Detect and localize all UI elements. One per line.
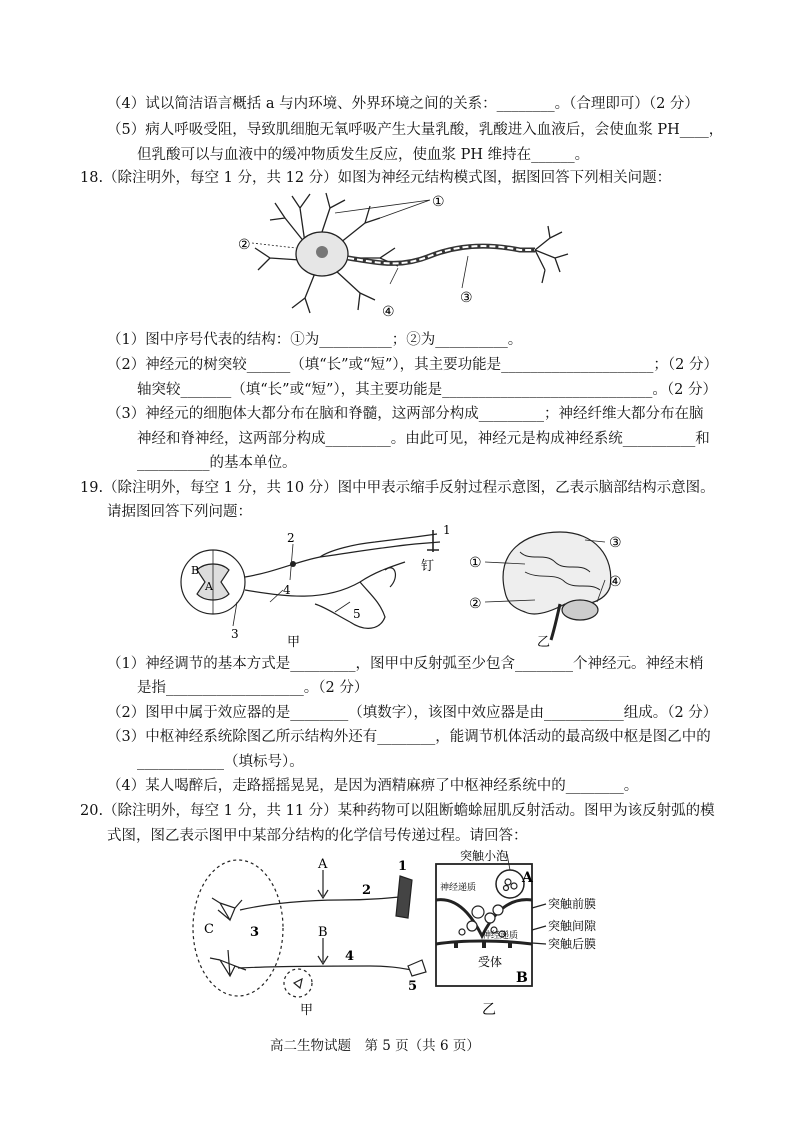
q17-sub5-line1: （5）病人呼吸受阻，导致肌细胞无氧呼吸产生大量乳酸，乳酸进入血液后，会使血浆 PH____，	[107, 122, 724, 138]
jia-label-3: 3	[231, 627, 239, 641]
synapse-caption: 乙	[482, 1002, 496, 1018]
jia-label-B: B	[191, 564, 200, 577]
synapse-cleft-label: 突触间隙	[548, 919, 597, 933]
neuron-label-1: ①	[432, 194, 445, 210]
jia-label-5: 5	[353, 607, 361, 621]
yi-label-3: ③	[609, 535, 622, 551]
jia20-label-3: 3	[250, 925, 260, 940]
q18-sub2-line1: （2）神经元的树突较______（填“长”或“短”），其主要功能是_____________________；（2 分）	[107, 357, 718, 373]
synapse-vesicle-label: 突触小泡	[460, 849, 509, 863]
jia-nail-label: 钉	[421, 559, 435, 574]
jia-label-A: A	[205, 580, 213, 593]
q19-sub3-line1: （3）中枢神经系统除图乙所示结构外还有________，能调节机体活动的最高级中枢是图乙中的	[107, 729, 711, 745]
neuron-label-3: ③	[460, 290, 473, 306]
jia20-caption: 甲	[300, 1003, 314, 1018]
q19-sub2: （2）图甲中属于效应器的是________（填数字），该图中效应器是由___________组成。（2 分）	[107, 705, 718, 721]
synapse-label-A: A	[522, 870, 533, 886]
synapse-pre-membrane-label: 突触前膜	[548, 897, 597, 911]
q18-header: 18.（除注明外，每空 1 分，共 12 分）如图为神经元结构模式图，据图回答下列相关问题：	[80, 170, 672, 186]
q20-header-line1: 20.（除注明外，每空 1 分，共 11 分）某种药物可以阻断蟾蜍屈肌反射活动。图甲为该反射弧的模	[80, 803, 715, 819]
q18-sub3-line3: __________的基本单位。	[137, 455, 297, 471]
jia20-label-4: 4	[345, 949, 355, 964]
jia-label-2: 2	[287, 531, 295, 545]
synapse-transmitter-label: 神经递质	[440, 883, 477, 893]
synapse-transmitter-label-2: 神经递质	[482, 931, 519, 941]
q18-sub3-line2: 神经和脊神经，这两部分构成_________。由此可见，神经元是构成神经系统__________和	[137, 431, 710, 447]
q19-sub1-line1: （1）神经调节的基本方式是_________，图甲中反射弧至少包含________个神经元。神经末梢	[107, 656, 704, 672]
synapse-receptor-label: 受体	[478, 955, 503, 969]
q19-sub3-line2: ____________（填标号）。	[137, 754, 304, 770]
q19-sub1-line2: 是指___________________。（2 分）	[137, 680, 369, 696]
reflex-arc-diagram-jia	[175, 522, 455, 650]
q17-sub5-line2: 但乳酸可以与血液中的缓冲物质发生反应，使血浆 PH 维持在______。	[137, 147, 590, 163]
yi-label-1: ①	[469, 555, 482, 571]
brain-diagram-yi	[465, 522, 640, 650]
q18-sub3-line1: （3）神经元的细胞体大都分布在脑和脊髓，这两部分构成_________；神经纤维大都分布在脑	[107, 406, 704, 422]
jia20-label-1: 1	[398, 859, 408, 874]
neuron-label-4: ④	[382, 304, 395, 320]
neuron-diagram	[230, 188, 590, 328]
yi-label-4: ④	[609, 574, 622, 590]
q19-header-line2: 请据图回答下列问题：	[107, 504, 252, 520]
synapse-label-B: B	[516, 970, 528, 986]
q20-header-line2: 式图，图乙表示图甲中某部分结构的化学信号传递过程。请回答：	[107, 828, 528, 844]
yi-caption: 乙	[537, 635, 551, 650]
q18-sub2-line2: 轴突较_______（填“长”或“短”），其主要功能是_____________________________。（2 分）	[137, 382, 717, 398]
jia20-label-2: 2	[362, 883, 372, 898]
q18-sub1: （1）图中序号代表的结构：①为__________；②为__________。	[107, 332, 523, 348]
jia20-label-C: C	[204, 922, 214, 937]
reflex-arc-diagram-20-jia	[190, 848, 430, 1018]
yi-label-2: ②	[469, 596, 482, 612]
page-footer: 高二生物试题 第 5 页（共 6 页）	[270, 1038, 480, 1054]
q19-sub4: （4）某人喝醉后，走路摇摇晃晃，是因为酒精麻痹了中枢神经系统中的________。	[107, 778, 639, 794]
jia-label-1: 1	[443, 523, 451, 537]
synapse-post-membrane-label: 突触后膜	[548, 937, 597, 951]
neuron-label-2: ②	[238, 237, 251, 253]
q19-header-line1: 19.（除注明外，每空 1 分，共 10 分）图中甲表示缩手反射过程示意图，乙表示脑部结构示意图。	[80, 480, 715, 496]
jia20-label-A: A	[318, 857, 328, 872]
jia-label-4: 4	[283, 583, 291, 597]
q17-sub4: （4）试以简洁语言概括 a 与内环境、外界环境之间的关系：________。（合理即可）（2 分）	[107, 96, 699, 112]
jia-caption: 甲	[287, 635, 301, 650]
synapse-diagram-yi	[432, 848, 632, 1020]
jia20-label-5: 5	[408, 979, 418, 994]
jia20-label-B: B	[318, 925, 328, 940]
